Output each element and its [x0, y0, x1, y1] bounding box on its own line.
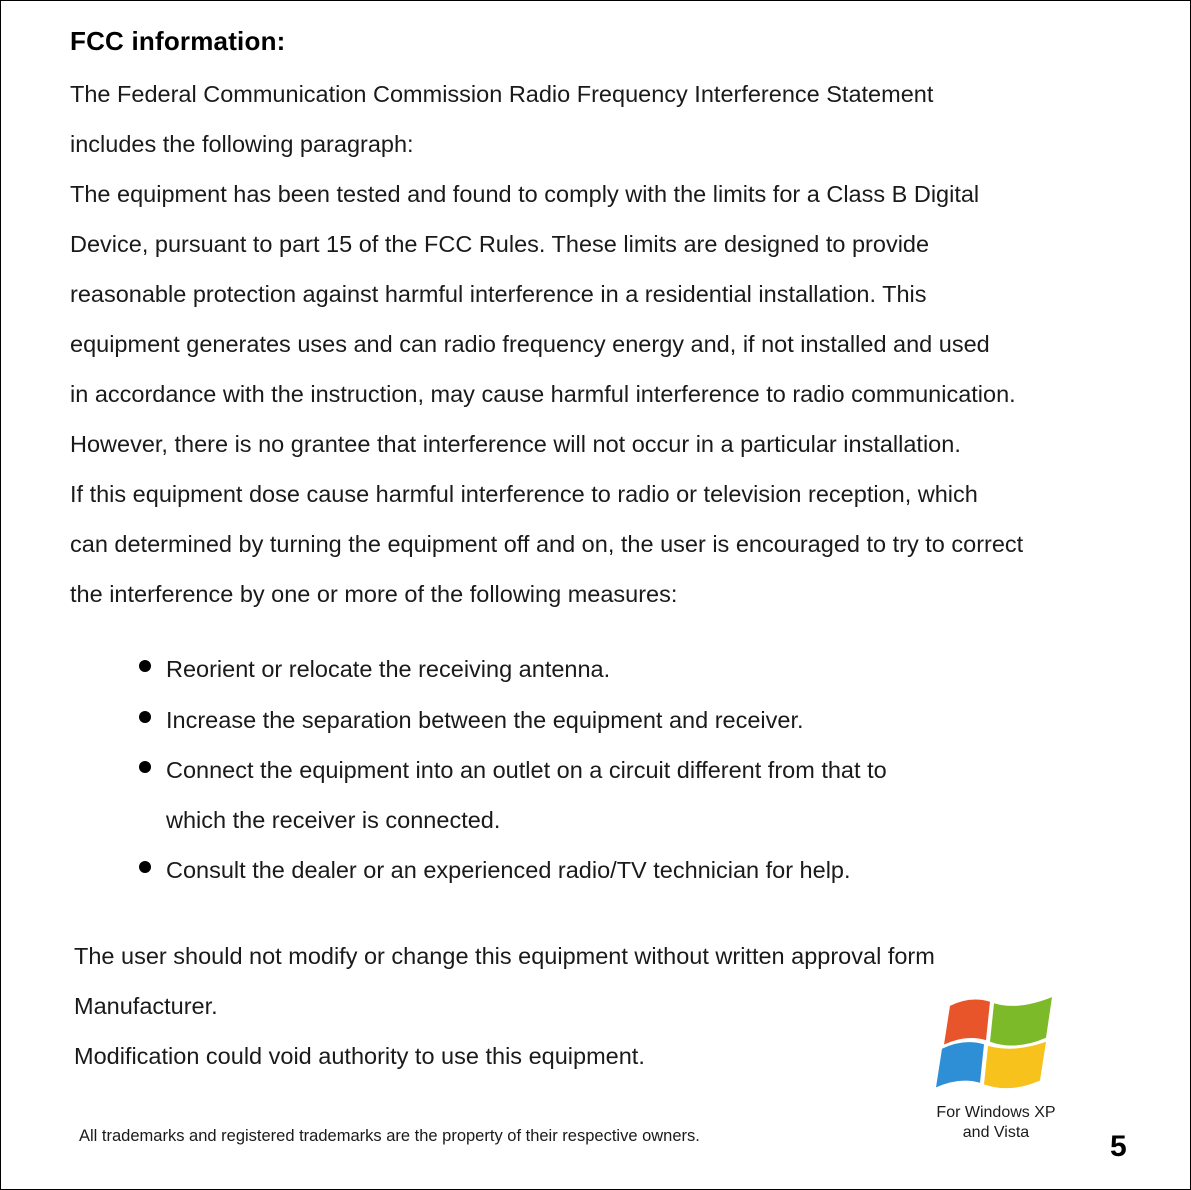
paragraph-line: in accordance with the instruction, may cause harmful interference to radio communication. — [70, 381, 1016, 407]
paragraph-line: can determined by turning the equipment off and on, the user is encouraged to try to correct — [70, 531, 1024, 557]
measure-item: Consult the dealer or an experienced radio/TV technician for help. — [166, 857, 851, 883]
closing-line: The user should not modify or change this equipment without written approval form — [74, 943, 935, 969]
logo-caption-line: and Vista — [962, 1124, 1030, 1141]
paragraph-line: Device, pursuant to part 15 of the FCC Rules. These limits are designed to provide — [70, 231, 930, 257]
logo-caption-line: For Windows XP — [936, 1104, 1056, 1121]
logo-caption — [918, 1103, 1074, 1143]
measure-item: Connect the equipment into an outlet on a circuit different from that to — [166, 757, 887, 783]
page-heading: FCC information: — [70, 26, 286, 56]
paragraph-line: includes the following paragraph: — [70, 131, 414, 157]
paragraph-line: The Federal Communication Commission Radio Frequency Interference Statement — [70, 81, 934, 107]
measure-item: Increase the separation between the equipment and receiver. — [166, 707, 804, 733]
paragraph-line: the interference by one or more of the following measures: — [70, 581, 678, 607]
page-number: 5 — [1110, 1130, 1127, 1163]
paragraph-line: The equipment has been tested and found to comply with the limits for a Class B Digital — [70, 181, 980, 207]
windows-logo — [930, 990, 1060, 1100]
paragraph-line: reasonable protection against harmful interference in a residential installation. This — [70, 281, 927, 307]
trademark-note: All trademarks and registered trademarks are the property of their respective owners. — [79, 1127, 700, 1145]
paragraph-line: However, there is no grantee that interference will not occur in a particular installation. — [70, 431, 961, 457]
paragraph-line: If this equipment dose cause harmful interference to radio or television reception, which — [70, 481, 978, 507]
bullet-dot-icon — [139, 861, 151, 873]
closing-line: Modification could void authority to use this equipment. — [74, 1043, 645, 1069]
bullet-dot-icon — [139, 711, 151, 723]
closing-line: Manufacturer. — [74, 993, 218, 1019]
bullet-dot-icon — [139, 761, 151, 773]
windows-flag-icon — [930, 990, 1060, 1100]
measure-item-continuation: which the receiver is connected. — [166, 807, 501, 833]
bullet-dot-icon — [139, 660, 151, 672]
measure-item: Reorient or relocate the receiving antenna. — [166, 656, 611, 682]
paragraph-line: equipment generates uses and can radio frequency energy and, if not installed and used — [70, 331, 990, 357]
